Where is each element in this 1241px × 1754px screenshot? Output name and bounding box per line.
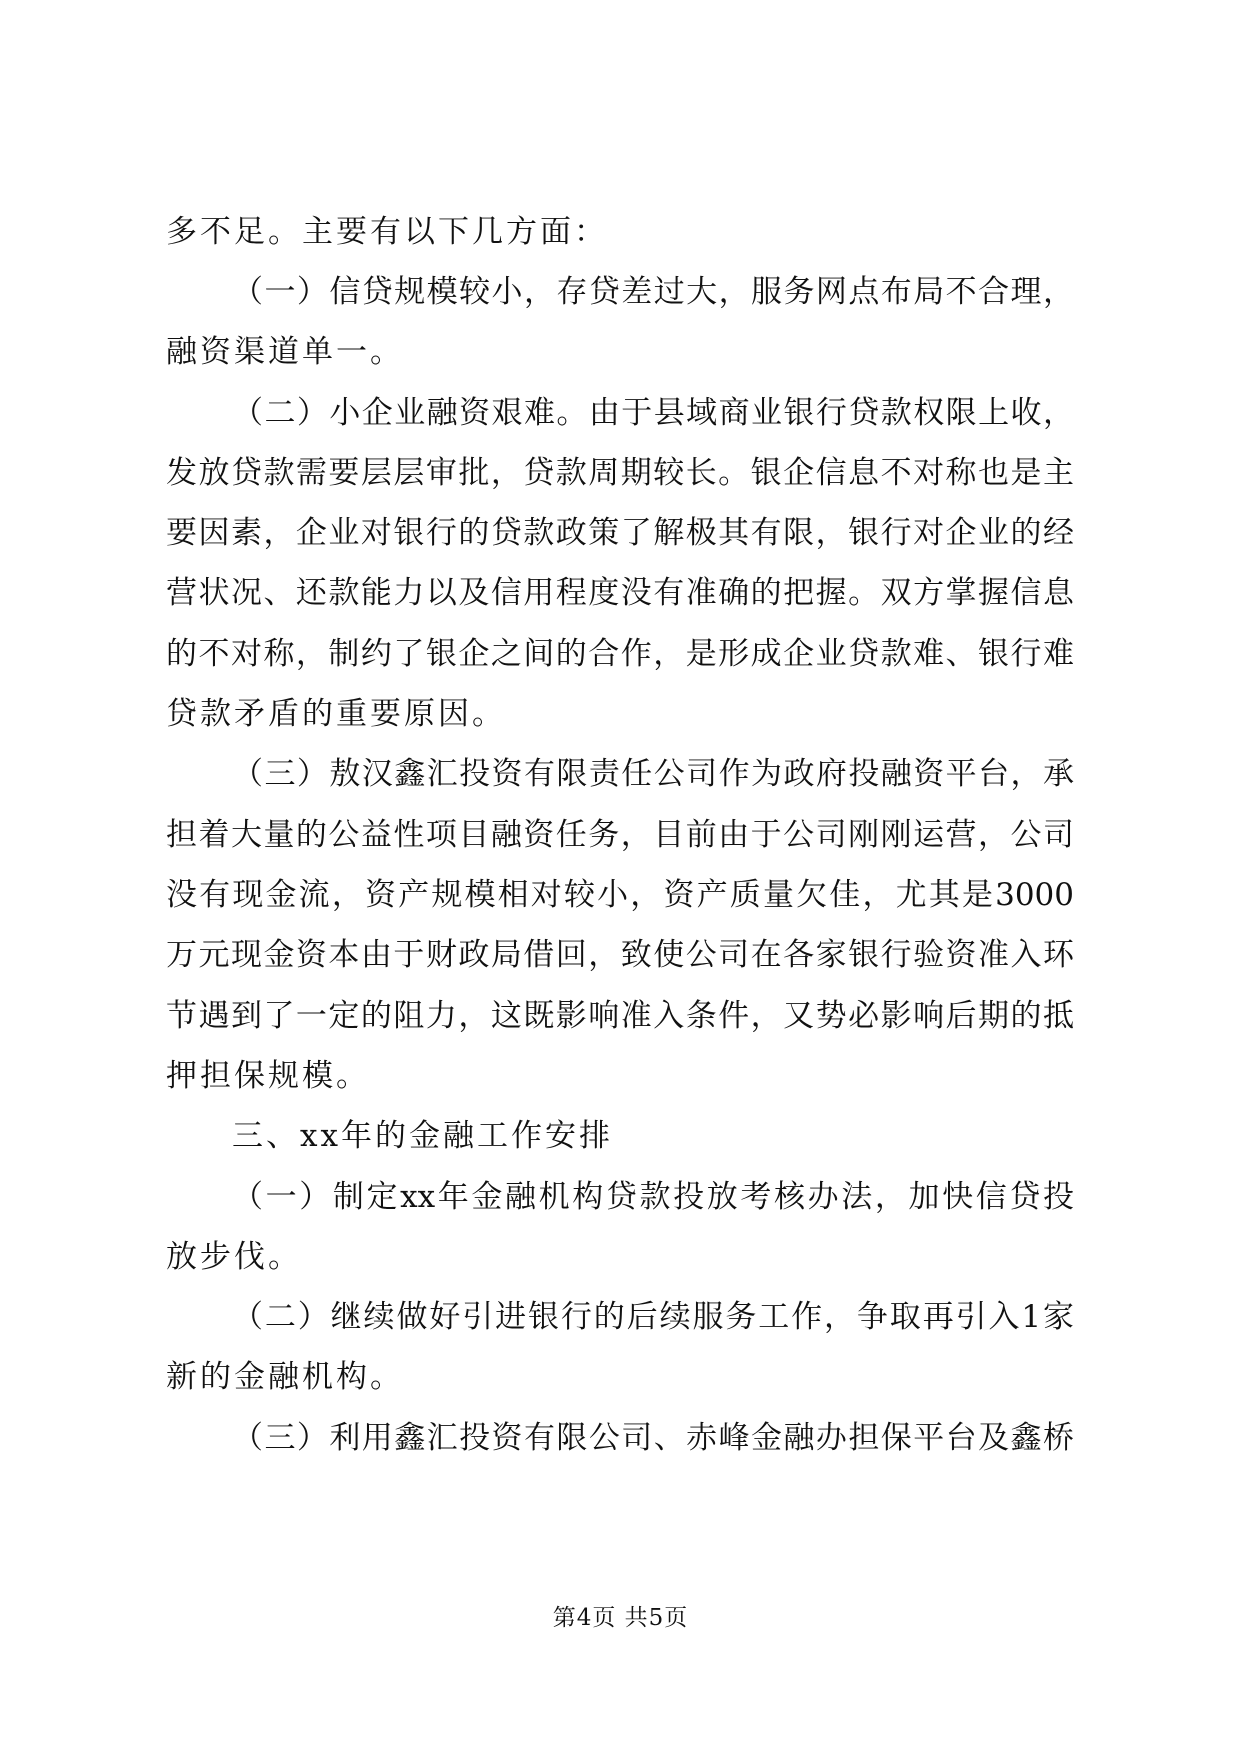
paragraph-line: 发放贷款需要层层审批，贷款周期较长。银企信息不对称也是主 [166, 455, 1074, 491]
paragraph-line: 新的金融机构。 [166, 1359, 404, 1395]
paragraph-line: 放步伐。 [166, 1239, 302, 1275]
paragraph-line: 多不足。主要有以下几方面： [166, 214, 608, 250]
paragraph-line: 没有现金流，资产规模相对较小，资产质量欠佳，尤其是3000 [166, 877, 1074, 913]
paragraph-line: 要因素，企业对银行的贷款政策了解极其有限，银行对企业的经 [166, 515, 1074, 551]
paragraph-line: （三）敖汉鑫汇投资有限责任公司作为政府投融资平台，承 [232, 756, 1074, 792]
paragraph-line: 担着大量的公益性项目融资任务，目前由于公司刚刚运营，公司 [166, 817, 1074, 853]
paragraph-line: 万元现金资本由于财政局借回，致使公司在各家银行验资准入环 [166, 937, 1074, 973]
paragraph-line: （二）小企业融资艰难。由于县域商业银行贷款权限上收， [232, 395, 1074, 431]
paragraph-line: （一）信贷规模较小，存贷差过大，服务网点布局不合理， [232, 274, 1074, 310]
paragraph-line: 押担保规模。 [166, 1058, 370, 1094]
paragraph-line: 贷款矛盾的重要原因。 [166, 696, 506, 732]
paragraph-line: （一）制定xx年金融机构贷款投放考核办法，加快信贷投 [232, 1179, 1074, 1215]
page-number-footer: 第4页 共5页 [552, 1605, 689, 1631]
paragraph-line: 融资渠道单一。 [166, 334, 404, 370]
paragraph-line: 的不对称，制约了银企之间的合作，是形成企业贷款难、银行难 [166, 636, 1074, 672]
paragraph-line: 营状况、还款能力以及信用程度没有准确的把握。双方掌握信息 [166, 575, 1074, 611]
paragraph-line: （三）利用鑫汇投资有限公司、赤峰金融办担保平台及鑫桥 [232, 1420, 1074, 1456]
section-heading: 三、xx年的金融工作安排 [232, 1118, 613, 1154]
paragraph-line: 节遇到了一定的阻力，这既影响准入条件，又势必影响后期的抵 [166, 998, 1074, 1034]
paragraph-line: （二）继续做好引进银行的后续服务工作，争取再引入1家 [232, 1299, 1074, 1335]
